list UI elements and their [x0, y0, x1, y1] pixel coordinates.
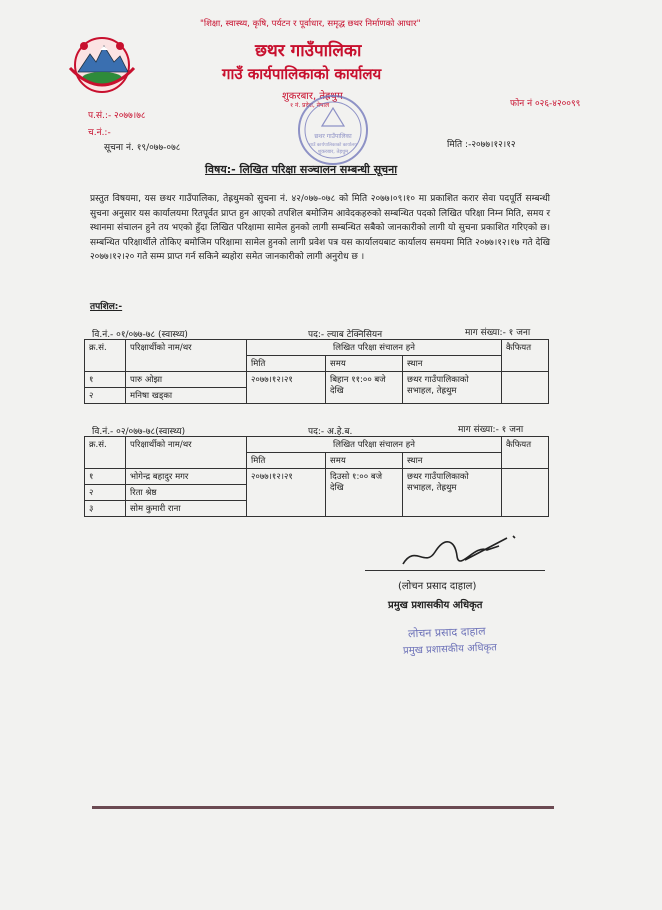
candidate-name: रिता श्रेष्ठ — [126, 485, 247, 501]
seal-line-2: गाउँ कार्यपालिकाको कार्यालय — [309, 143, 357, 148]
office-place: शुकरबार, तेह्रथुम — [282, 91, 343, 102]
signatory-title: प्रमुख प्रशासकीय अधिकृत — [388, 600, 483, 611]
seal-line-1: छथर गाउँपालिका — [314, 133, 352, 140]
office-seal-stamp — [296, 86, 370, 170]
th-remarks: कैफियत — [502, 340, 549, 372]
notice-number: सूचना नं. १९/०७७-०७८ — [104, 143, 181, 153]
remarks-cell — [502, 469, 549, 517]
exam1-adv-no: वि.नं.- ०१/०७७-७८ (स्वास्थ्य) — [92, 330, 188, 340]
exam-place: छथर गाउँपालिकाको सभाहल, तेह्रथुम — [403, 469, 502, 517]
th-time: समय — [326, 453, 403, 469]
exam2-demand: माग संख्या:- १ जना — [458, 425, 524, 435]
signature-scribble — [395, 530, 525, 572]
remarks-cell — [502, 372, 549, 404]
chalani-number: च.नं.:- — [88, 128, 111, 138]
org-name: छथर गाउँपालिका — [255, 41, 362, 61]
candidate-sn: २ — [85, 485, 126, 501]
subject-line: विषय:- लिखित परिक्षा सञ्चालन सम्बन्धी सूचना — [205, 163, 398, 176]
phone: फोन नं ०२६-४२००९९ — [510, 99, 581, 109]
stamp-title: प्रमुख प्रशासकीय अधिकृत — [402, 642, 498, 657]
th-sn: क्र.सं. — [85, 340, 126, 372]
candidate-name: सोम कुमारी राना — [126, 501, 247, 517]
candidate-sn: १ — [85, 469, 126, 485]
exam1-demand: माग संख्या:- १ जना — [465, 328, 531, 338]
tapasil-label: तपशिल:- — [90, 302, 123, 312]
table-row — [85, 469, 549, 485]
th-place: स्थान — [403, 453, 502, 469]
th-name: परिक्षार्थीको नाम/थर — [126, 437, 247, 469]
th-time: समय — [326, 356, 403, 372]
stamp-name: लोचन प्रसाद दाहाल — [407, 624, 486, 641]
seal-line-3: शुकरबार, तेह्रथुम — [317, 149, 349, 155]
th-place: स्थान — [403, 356, 502, 372]
th-sn: क्र.सं. — [85, 437, 126, 469]
exam-time: बिहान ११:०० बजे देखि — [326, 372, 403, 404]
candidate-sn: ३ — [85, 501, 126, 517]
th-name: परिक्षार्थीको नाम/थर — [126, 340, 247, 372]
candidate-name: पारु ओझा — [126, 372, 247, 388]
candidate-name: भोगेन्द्र बहादुर मगर — [126, 469, 247, 485]
th-date: मिति — [247, 453, 326, 469]
signatory-name: (लोचन प्रसाद दाहाल) — [398, 581, 477, 592]
th-group: लिखित परिक्षा संचालन हने — [247, 340, 502, 356]
office-name: गाउँ कार्यपालिकाको कार्यालय — [222, 65, 382, 83]
th-group: लिखित परिक्षा संचालन हने — [247, 437, 502, 453]
candidate-sn: १ — [85, 372, 126, 388]
notice-date: मिति :-२०७७।१२।१२ — [447, 140, 516, 150]
exam2-post: पद:- अ.हे.ब. — [308, 427, 353, 437]
th-remarks: कैफियत — [502, 437, 549, 469]
tagline: "शिक्षा, स्वास्थ्य, कृषि, पर्यटन र पूर्वाधार, समृद्ध छथर निर्माणको आधार" — [200, 19, 421, 29]
exam2-adv-no: वि.नं.- ०२/०७७-७८(स्वास्थ्य) — [92, 427, 186, 437]
notice-body: प्रस्तुत विषयमा, यस छथर गाउँपालिका, तेह्रथुमको सुचना नं. ४२/०७७-०७८ को मिति २०७७।०९।१० मा प्रकाशित करार सेवा पदपूर्ति सम्बन्धी सुचना अनुसार यस कार्यालयमा रितपूर्वत प्राप्त हुन आएको तपशिल बमोजिम आवेदकहरुको सम्बन्धित पदको लिखित परिक्षा निम्न मिति, समय र स्थानमा संचालन हुने तय भएको हुँदा लिखित परिक्षामा सामेल हुनको लागी सम्बन्धित सबैको जानकारीको लागी यो सुचना प्रकाशित गरिएको छ। सम्बन्धित परिक्षार्थीले तोकिए बमोजिम परिक्षामा सामेल हुनको लागी प्रवेश पत्र यस कार्यालयबाट कार्यालय समयमा मिति २०७७।१२।१७ गते देखि २०७७।१२।२० गते सम्म प्राप्त गर्न सकिने ब्यहोरा समेत जानकारीको लागी अनुरोध छ । — [90, 194, 550, 262]
patra-sankhya: प.सं.:- २०७७।७८ — [88, 111, 146, 121]
signature-line — [365, 570, 545, 571]
province: १ नं. प्रदेश, नेपाल — [290, 102, 330, 109]
th-date: मिति — [247, 356, 326, 372]
exam1-table — [84, 339, 549, 404]
exam-date: २०७७।१२।२१ — [247, 372, 326, 404]
footer-rule — [92, 806, 554, 809]
candidate-name: मनिषा खड्का — [126, 388, 247, 404]
candidate-sn: २ — [85, 388, 126, 404]
exam2-table — [84, 436, 549, 517]
exam1-post: पद:- ल्याब टेक्निसियन — [308, 330, 383, 340]
exam-time: दिउसो १:०० बजे देखि — [326, 469, 403, 517]
table-row — [85, 372, 549, 388]
nepal-emblem-logo — [64, 32, 140, 98]
exam-place: छथर गाउँपालिकाको सभाहल, तेह्रथुम — [403, 372, 502, 404]
exam-date: २०७७।१२।२१ — [247, 469, 326, 517]
